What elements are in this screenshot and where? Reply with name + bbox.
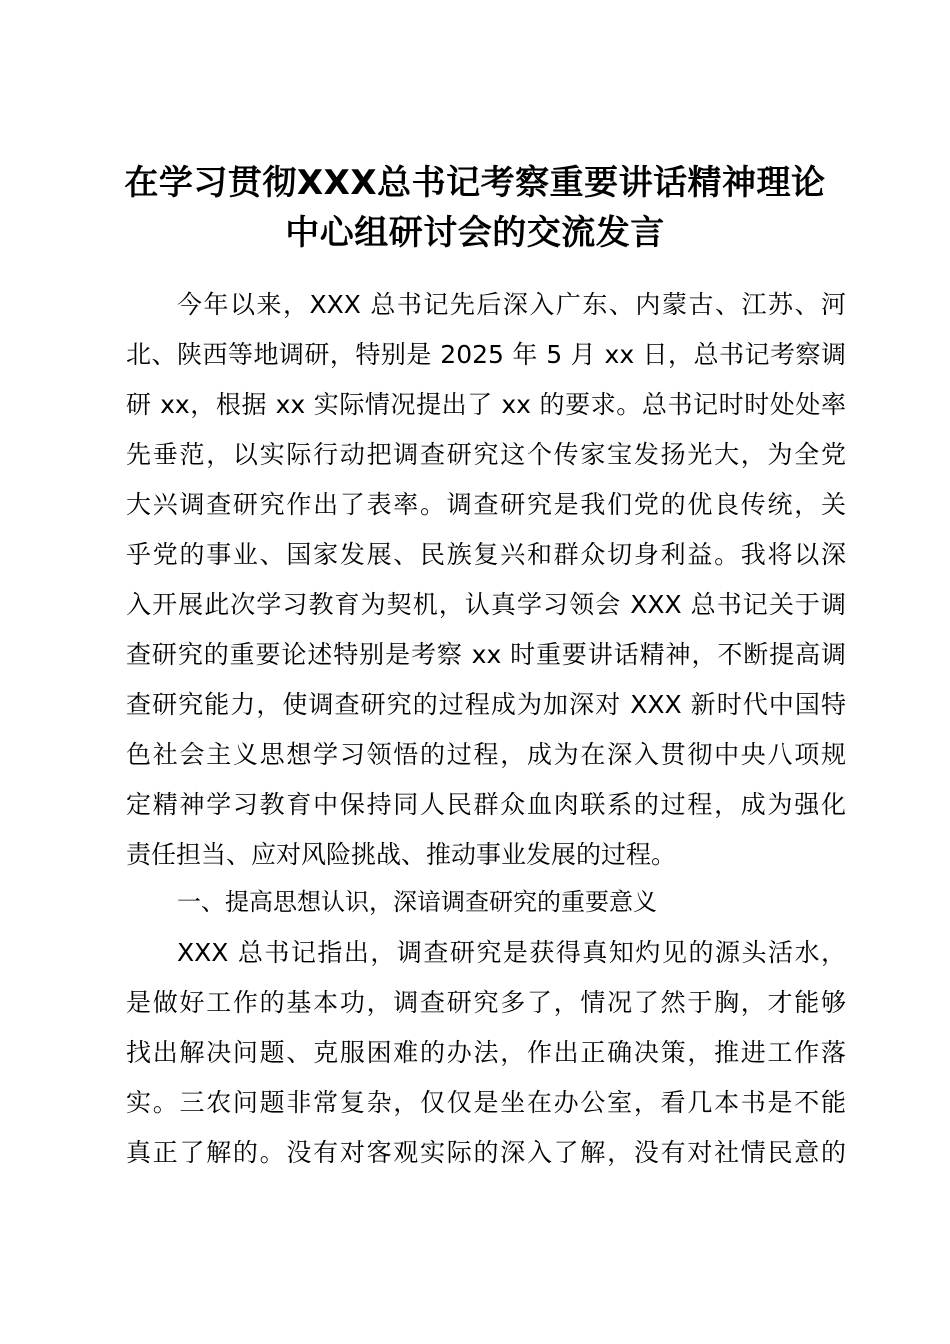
paragraph-line: 大兴调查研究作出了表率。调查研究是我们党的优良传统，关 [126, 490, 846, 519]
paragraph-line: 定精神学习教育中保持同人民群众血肉联系的过程，成为强化 [126, 790, 846, 819]
section-heading-text: 一、提高思想认识，深谙调查研究的重要意义 [177, 888, 657, 916]
paragraph-line: 入开展此次学习教育为契机，认真学习领会 XXX 总书记关于调 [126, 590, 846, 619]
document-title-line-2: 中心组研讨会的交流发言 [285, 213, 665, 253]
paragraph-line: 乎党的事业、国家发展、民族复兴和群众切身利益。我将以深 [126, 540, 846, 569]
paragraph-line: 今年以来，XXX 总书记先后深入广东、内蒙古、江苏、河 [177, 290, 846, 319]
paragraph-line: 研 xx，根据 xx 实际情况提出了 xx 的要求。总书记时时处处率 [126, 390, 846, 419]
section-heading-1 [126, 877, 846, 927]
paragraph-line: 责任担当、应对风险挑战、推动事业发展的过程。 [126, 840, 677, 869]
paragraph-line: 找出解决问题、克服困难的办法，作出正确决策，推进工作落 [126, 1038, 846, 1067]
paragraph-line: 实。三农问题非常复杂，仅仅是坐在办公室，看几本书是不能 [126, 1088, 846, 1117]
paragraph-line: 真正了解的。没有对客观实际的深入了解，没有对社情民意的 [126, 1138, 846, 1167]
paragraph-line: 查研究能力，使调查研究的过程成为加深对 XXX 新时代中国特 [126, 690, 846, 719]
paragraph-line: 色社会主义思想学习领悟的过程，成为在深入贯彻中央八项规 [126, 740, 846, 769]
paragraph-line: 查研究的重要论述特别是考察 xx 时重要讲话精神，不断提高调 [126, 640, 846, 669]
paragraph-line: 北、陕西等地调研，特别是 2025 年 5 月 xx 日，总书记考察调 [126, 340, 846, 369]
document-title-line-1: 在学习贯彻XXX总书记考察重要讲话精神理论 [124, 163, 826, 203]
paragraph-1 [126, 280, 846, 880]
paragraph-line: 先垂范，以实际行动把调查研究这个传家宝发扬光大，为全党 [126, 440, 846, 469]
paragraph-line: XXX 总书记指出，调查研究是获得真知灼见的源头活水， [177, 938, 846, 967]
paragraph-2 [126, 928, 846, 1178]
paragraph-line: 是做好工作的基本功，调查研究多了，情况了然于胸，才能够 [126, 988, 846, 1017]
